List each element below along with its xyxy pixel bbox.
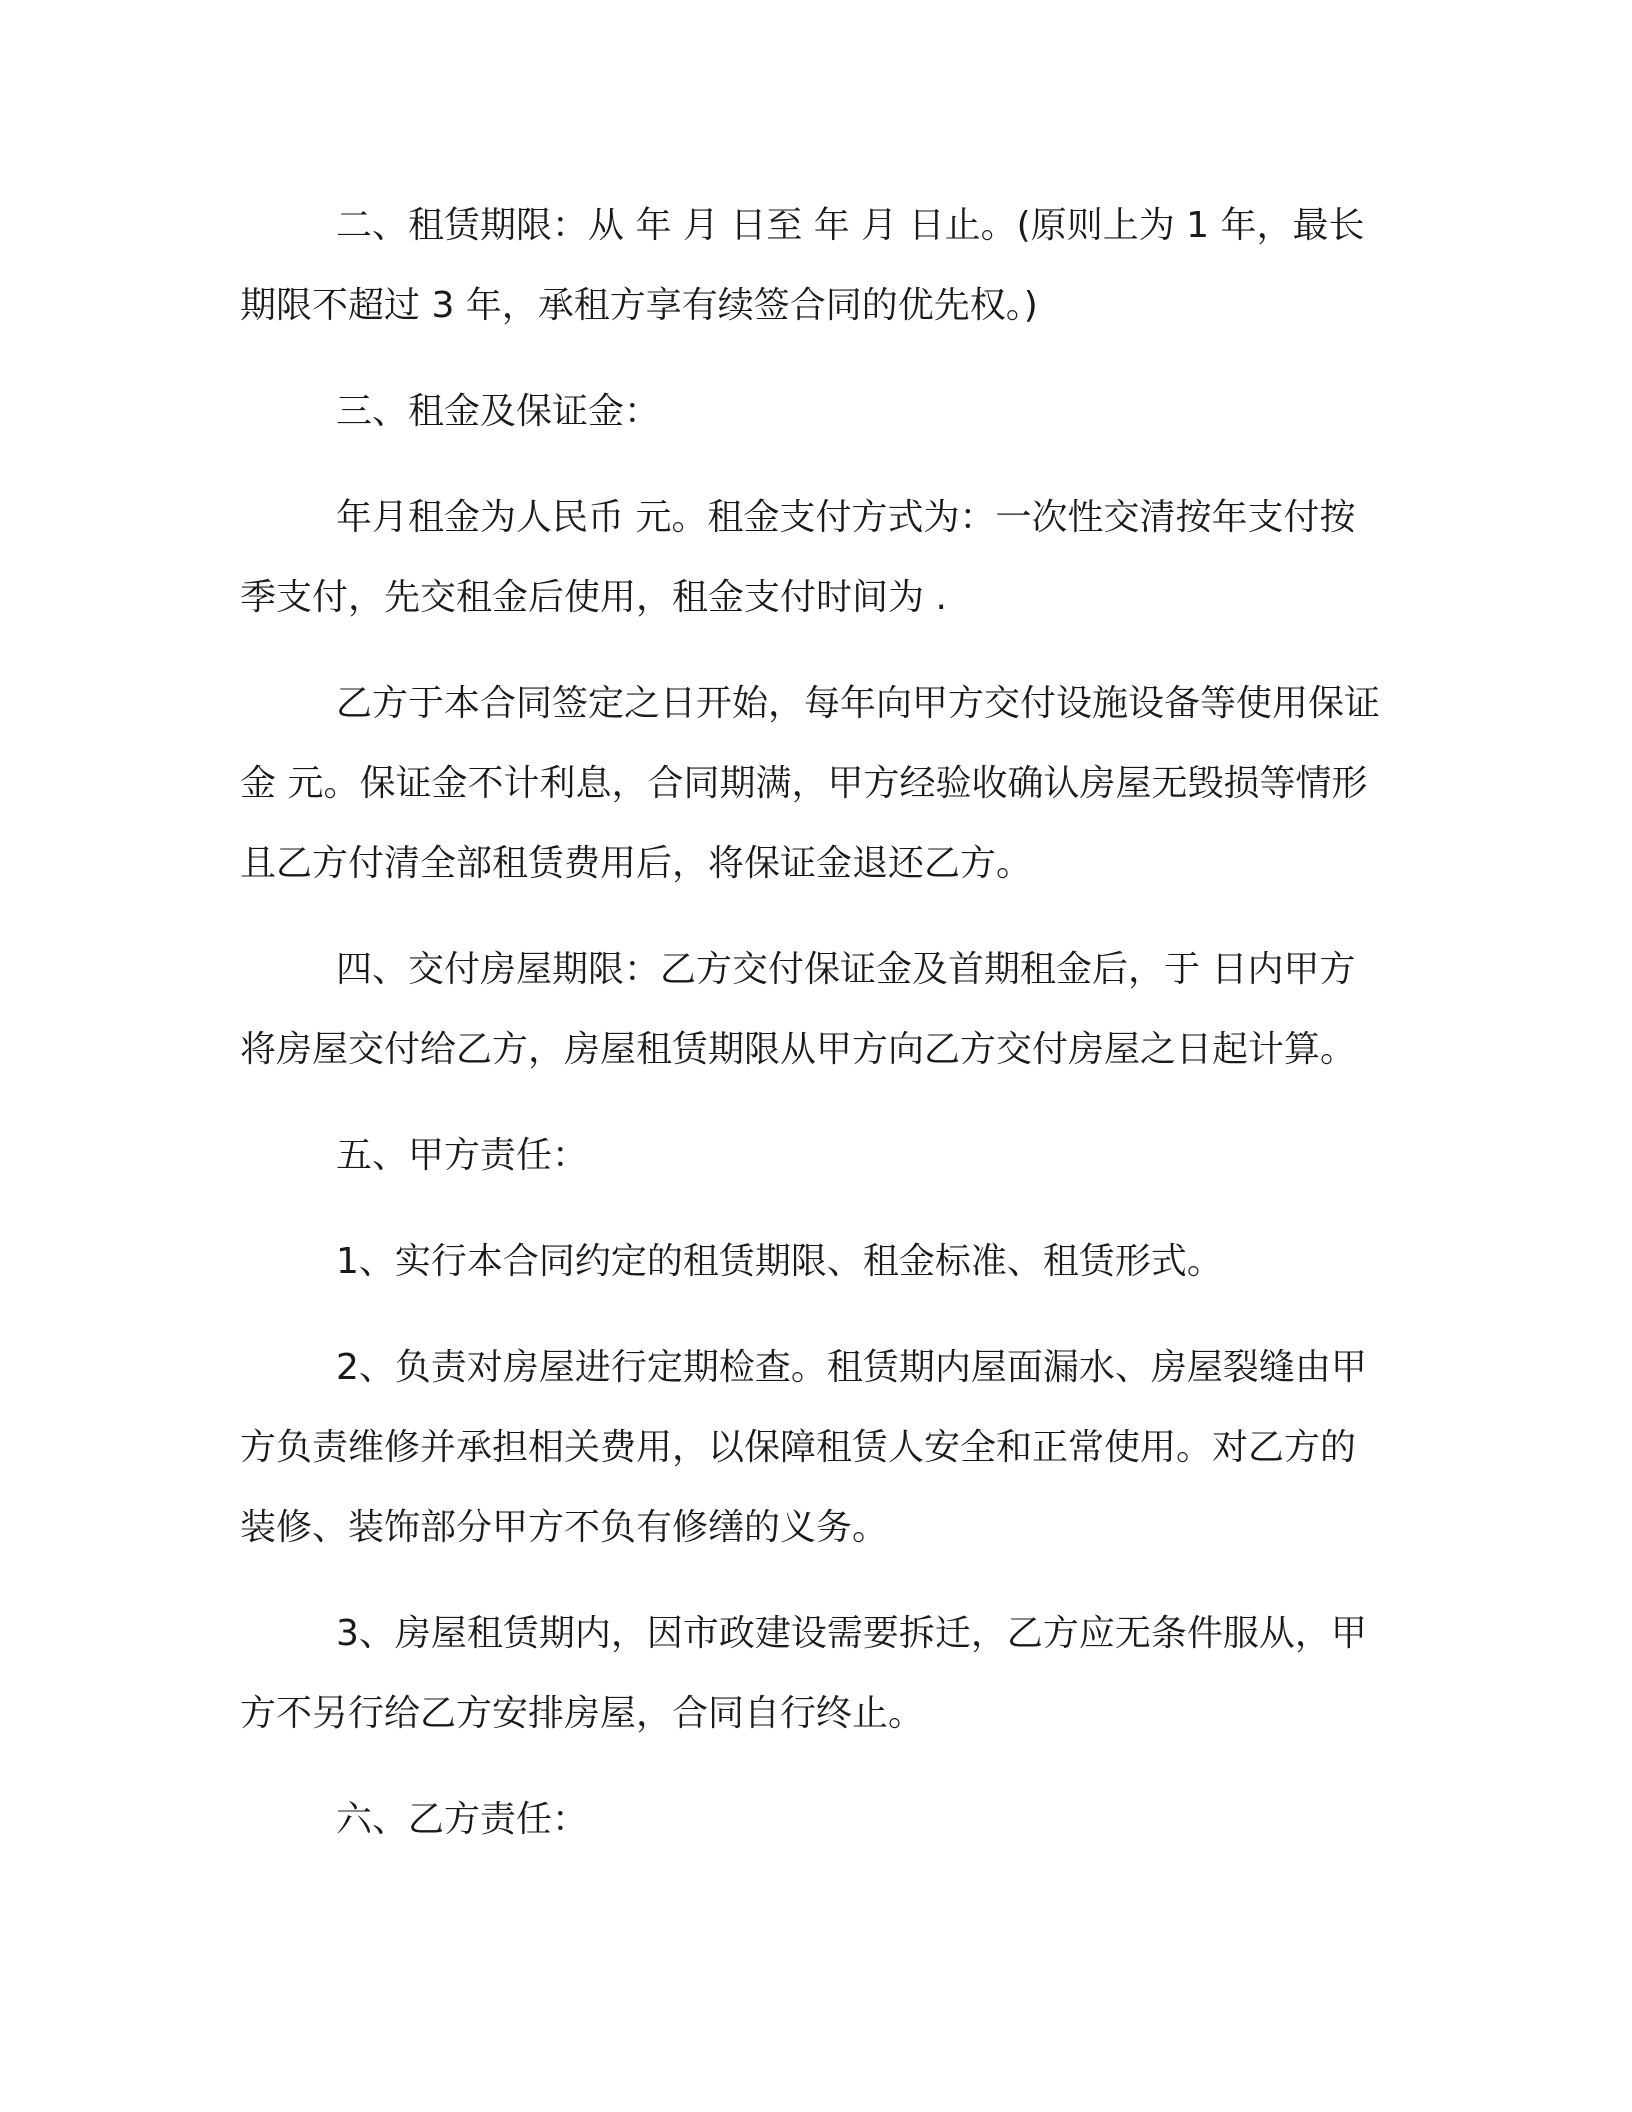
paragraph-rent-payment: 年月租金为人民币 元。租金支付方式为：一次性交清按年支付按季支付，先交租金后使用，租金支付时间为 . bbox=[240, 497, 1356, 618]
paragraph-lease-term: 二、租赁期限：从 年 月 日至 年 月 日止。(原则上为 1 年，最长期限不超过 3 年，承租方享有续签合同的优先权。) bbox=[240, 205, 1365, 326]
paragraph-party-a-duty-1: 1、实行本合同约定的租赁期限、租金标准、租赁形式。 bbox=[336, 1241, 1223, 1282]
paragraph-party-a-duty-2: 2、负责对房屋进行定期检查。租赁期内屋面漏水、房屋裂缝由甲方负责维修并承担相关费用，以保障租赁人安全和正常使用。对乙方的装修、装饰部分甲方不负有修缮的义务。 bbox=[240, 1347, 1367, 1548]
heading-rent-and-deposit: 三、租金及保证金： bbox=[336, 391, 661, 432]
document-body bbox=[240, 186, 1390, 1886]
heading-party-a-duties: 五、甲方责任： bbox=[336, 1135, 589, 1176]
heading-party-b-duties: 六、乙方责任： bbox=[336, 1799, 589, 1840]
paragraph-delivery-term: 四、交付房屋期限：乙方交付保证金及首期租金后，于 日内甲方将房屋交付给乙方，房屋租赁期限从甲方向乙方交付房屋之日起计算。 bbox=[240, 949, 1357, 1070]
paragraph-party-a-duty-3: 3、房屋租赁期内，因市政建设需要拆迁，乙方应无条件服从，甲方不另行给乙方安排房屋，合同自行终止。 bbox=[240, 1613, 1367, 1734]
paragraph-deposit: 乙方于本合同签定之日开始，每年向甲方交付设施设备等使用保证金 元。保证金不计利息，合同期满，甲方经验收确认房屋无毁损等情形且乙方付清全部租赁费用后，将保证金退还乙方。 bbox=[240, 683, 1381, 884]
